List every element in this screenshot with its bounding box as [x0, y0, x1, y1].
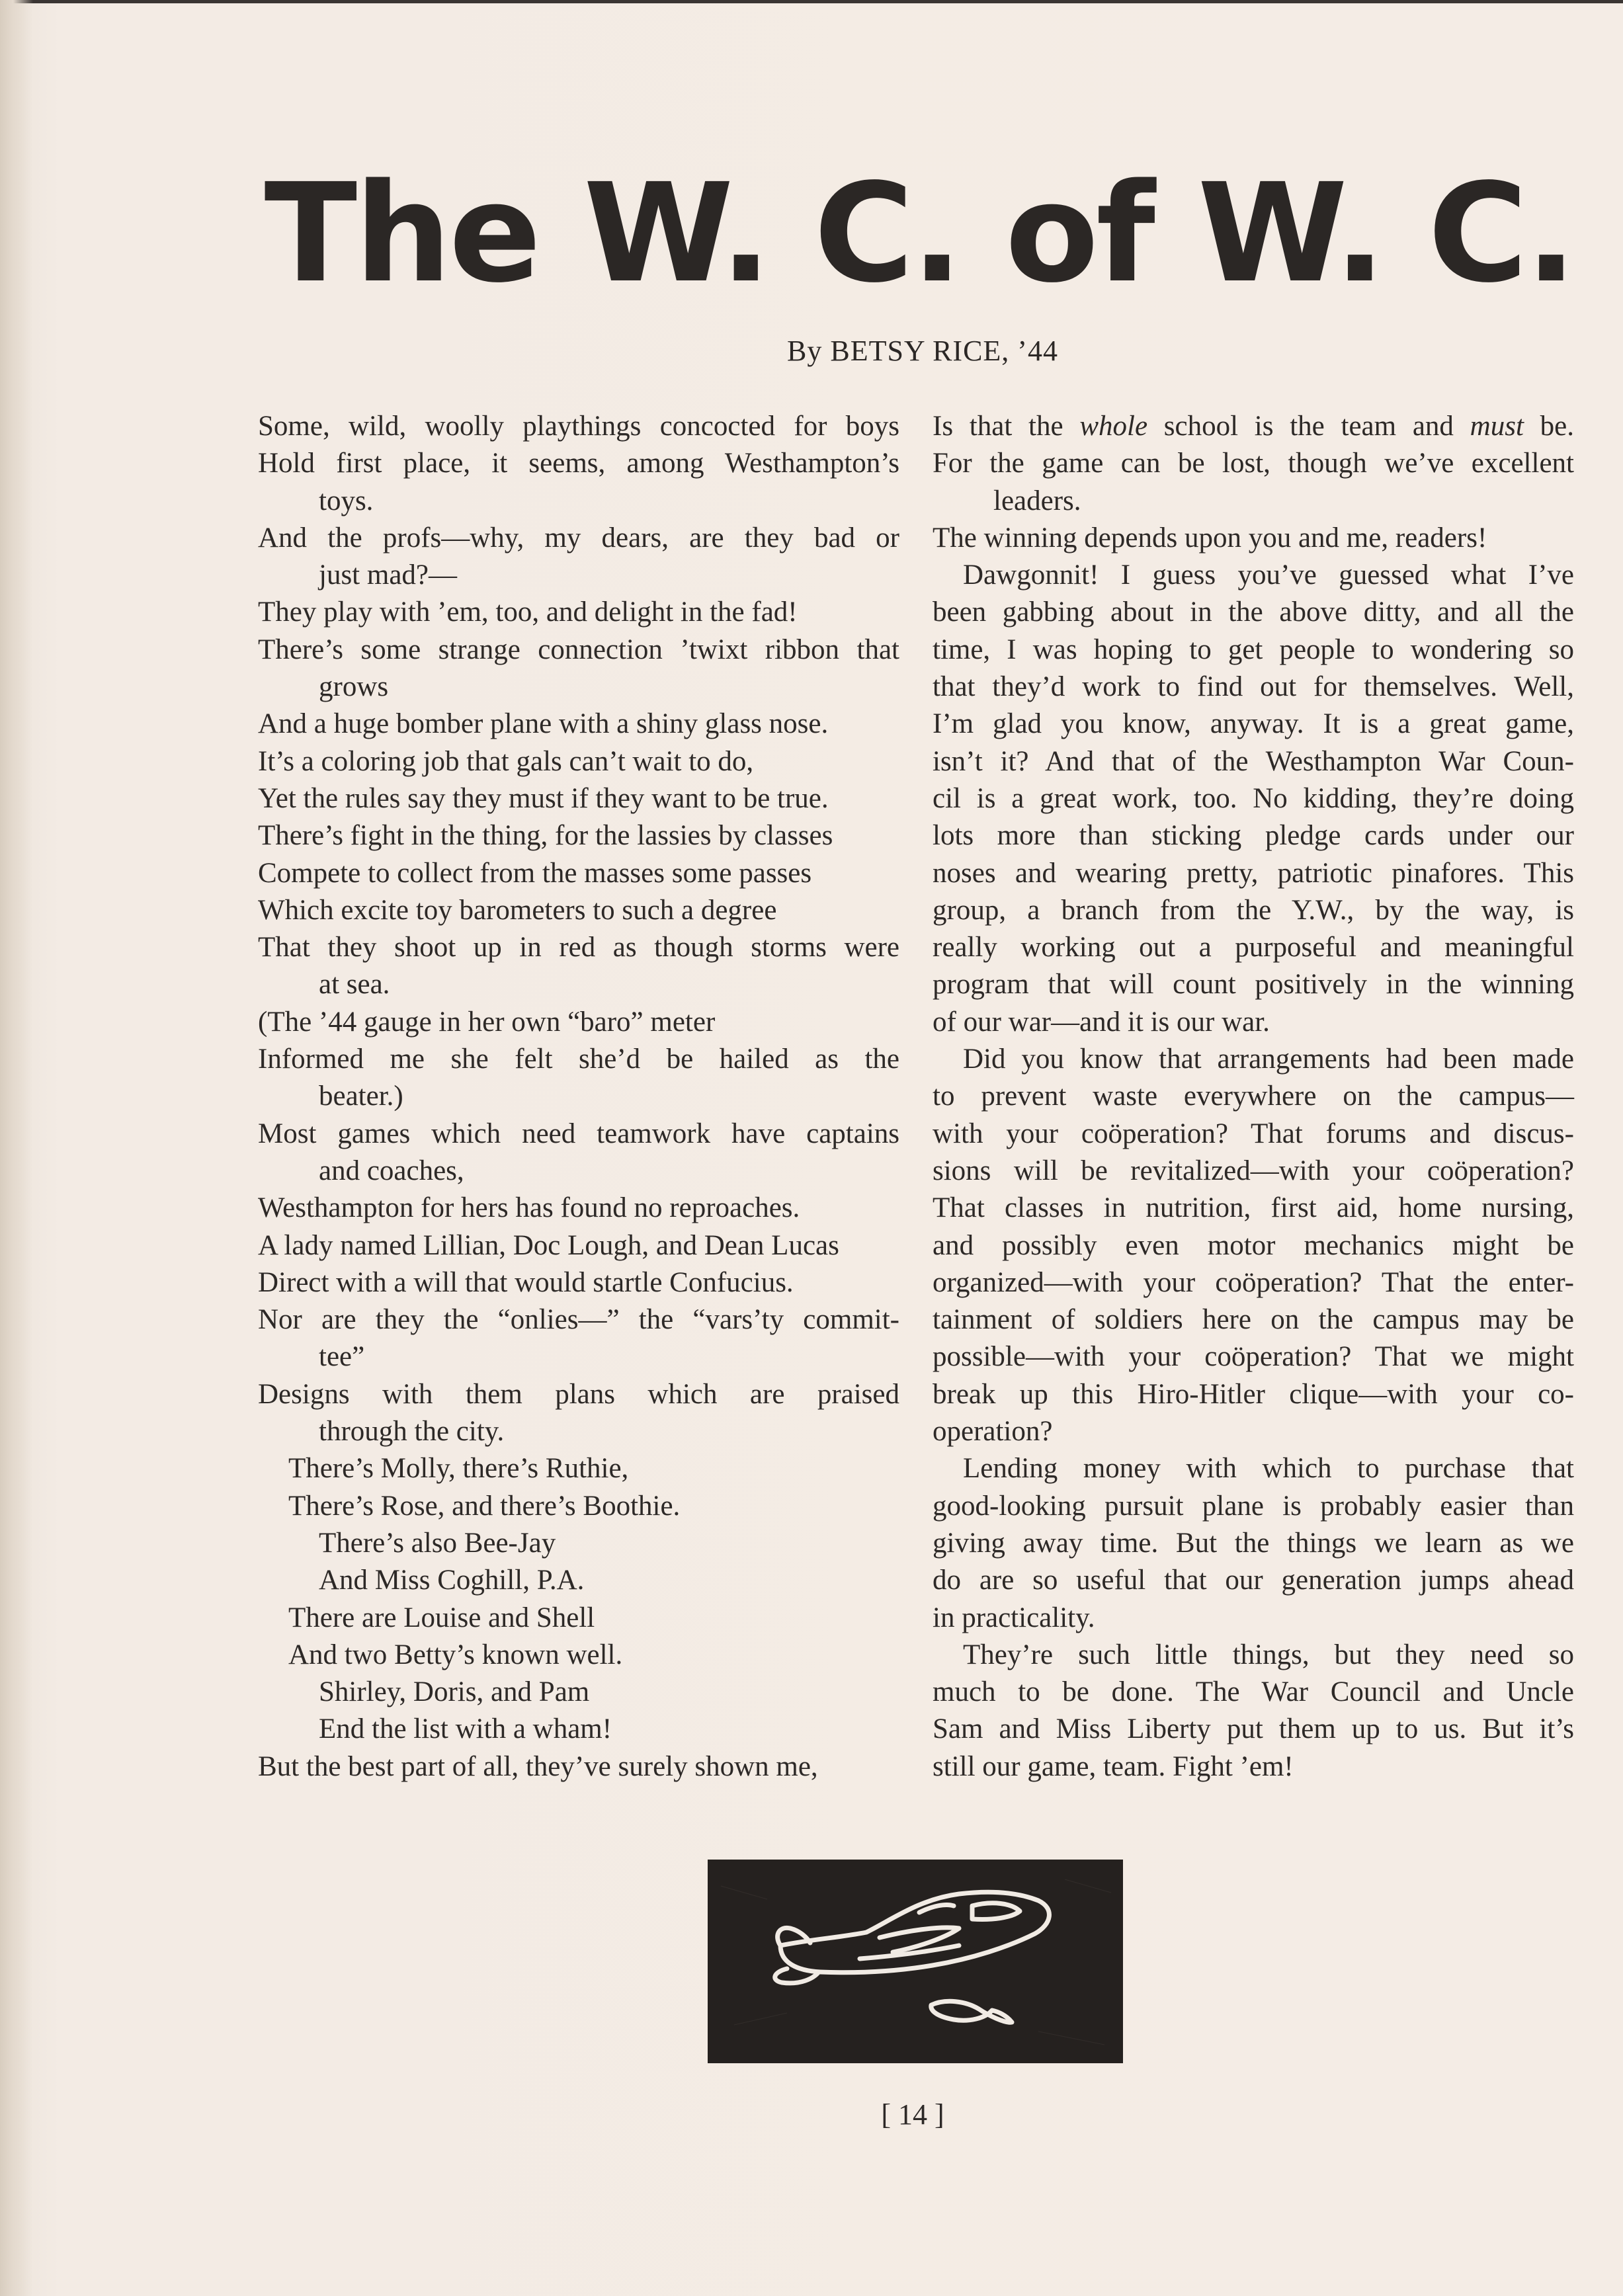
- prose-line: much to be done. The War Council and Uncle: [933, 1676, 1574, 1708]
- prose-line: Lending money with which to purchase that: [963, 1453, 1574, 1485]
- right-column-prose: [933, 408, 1574, 1785]
- prose-line: possible—with your coöperation? That we might: [933, 1341, 1574, 1373]
- poem-line: and coaches,: [319, 1155, 464, 1186]
- prose-line: still our game, team. Fight ’em!: [933, 1750, 1294, 1782]
- page-number: [ 14 ]: [881, 2098, 944, 2131]
- prose-line: That classes in nutrition, first aid, home nursing,: [933, 1192, 1574, 1224]
- text-run: Is that the: [933, 411, 1080, 442]
- poem-line: Most games which need teamwork have captains: [258, 1118, 899, 1149]
- prose-line: For the game can be lost, though we’ve excellent: [933, 448, 1574, 479]
- poem-line: There’s Molly, there’s Ruthie,: [288, 1453, 629, 1485]
- prose-line: leaders.: [993, 485, 1081, 516]
- prose-line: giving away time. But the things we learn as we: [933, 1527, 1574, 1559]
- prose-line: isn’t it? And that of the Westhampton War Coun-: [933, 745, 1574, 777]
- prose-line: with your coöperation? That forums and discus-: [933, 1118, 1574, 1149]
- poem-line: beater.): [319, 1081, 403, 1112]
- poem-line: But the best part of all, they’ve surely shown me,: [258, 1750, 818, 1782]
- prose-line: organized—with your coöperation? That the enter-: [933, 1266, 1574, 1298]
- poem-line: There’s some strange connection ’twixt ribbon that: [258, 634, 899, 665]
- prose-line: Did you know that arrangements had been made: [963, 1044, 1574, 1075]
- text-run: be.: [1523, 411, 1574, 442]
- poem-line: Hold first place, it seems, among Westhampton’s: [258, 448, 899, 479]
- prose-line: in practicality.: [933, 1602, 1095, 1633]
- prose-line: really working out a purposeful and meaningful: [933, 932, 1574, 964]
- text-run: school is the team and: [1147, 411, 1470, 442]
- poem-line: Nor are they the “onlies—” the “vars’ty commit-: [258, 1304, 899, 1336]
- poem-line: They play with ’em, too, and delight in the fad!: [258, 596, 798, 628]
- poem-line: grows: [319, 671, 389, 703]
- prose-line: Dawgonnit! I guess you’ve guessed what I’ve: [963, 559, 1574, 591]
- prose-line: been gabbing about in the above ditty, and all the: [933, 596, 1574, 628]
- poem-line: End the list with a wham!: [319, 1713, 612, 1745]
- article-title: The W. C. of W. C.: [264, 154, 1575, 313]
- airplane-woodcut-icon: [708, 1860, 1123, 2063]
- prose-line: sions will be revitalized—with your coöperation?: [933, 1155, 1574, 1186]
- poem-line: And Miss Coghill, P.A.: [319, 1565, 585, 1596]
- poem-line: Shirley, Doris, and Pam: [319, 1676, 590, 1708]
- poem-line: tee”: [319, 1341, 365, 1373]
- prose-line: I’m glad you know, anyway. It is a great game,: [933, 708, 1574, 740]
- prose-line: to prevent waste everywhere on the campus—: [933, 1081, 1574, 1112]
- prose-line: [933, 408, 1574, 445]
- poem-line: Some, wild, woolly playthings concocted for boys: [258, 411, 899, 442]
- prose-line: tainment of soldiers here on the campus may be: [933, 1304, 1574, 1336]
- prose-line: Sam and Miss Liberty put them up to us. But it’s: [933, 1713, 1574, 1745]
- poem-line: There’s also Bee-Jay: [319, 1527, 556, 1559]
- poem-line: And two Betty’s known well.: [288, 1639, 623, 1670]
- page-top-edge: [0, 0, 1623, 3]
- italic-emphasis: must: [1470, 411, 1524, 442]
- poem-line: through the city.: [319, 1416, 505, 1448]
- poem-line: A lady named Lillian, Doc Lough, and Dean Lucas: [258, 1229, 839, 1261]
- poem-line: Designs with them plans which are praised: [258, 1378, 899, 1410]
- poem-line: toys.: [319, 485, 374, 516]
- poem-line: Compete to collect from the masses some passes: [258, 857, 812, 889]
- poem-line: There’s Rose, and there’s Boothie.: [288, 1490, 681, 1522]
- prose-line: The winning depends upon you and me, readers!: [933, 522, 1487, 554]
- poem-line: Which excite toy barometers to such a degree: [258, 894, 777, 926]
- poem-line: And a huge bomber plane with a shiny glass nose.: [258, 708, 829, 740]
- prose-line: good-looking pursuit plane is probably easier than: [933, 1490, 1574, 1522]
- prose-line: of our war—and it is our war.: [933, 1006, 1270, 1038]
- prose-line: that they’d work to find out for themselves. Well,: [933, 671, 1574, 703]
- prose-line: break up this Hiro-Hitler clique—with your co-: [933, 1378, 1574, 1410]
- poem-line: at sea.: [319, 969, 390, 1001]
- prose-line: noses and wearing pretty, patriotic pinafores. This: [933, 857, 1574, 889]
- poem-line: Westhampton for hers has found no reproaches.: [258, 1192, 800, 1224]
- prose-line: time, I was hoping to get people to wondering so: [933, 634, 1574, 665]
- poem-line: (The ’44 gauge in her own “baro” meter: [258, 1006, 716, 1038]
- airplane-woodcut-illustration: [708, 1860, 1123, 2063]
- poem-line: Yet the rules say they must if they want to be true.: [258, 782, 829, 814]
- article-byline: By BETSY RICE, ’44: [787, 335, 1058, 367]
- poem-line: There’s fight in the thing, for the lassies by classes: [258, 820, 833, 852]
- poem-line: Direct with a will that would startle Confucius.: [258, 1266, 794, 1298]
- prose-line: lots more than sticking pledge cards under our: [933, 820, 1574, 852]
- prose-line: cil is a great work, too. No kidding, they’re doing: [933, 782, 1574, 814]
- poem-line: There are Louise and Shell: [288, 1602, 595, 1633]
- poem-line: Informed me she felt she’d be hailed as the: [258, 1044, 899, 1075]
- poem-line: And the profs—why, my dears, are they bad or: [258, 522, 899, 554]
- prose-line: group, a branch from the Y.W., by the way, is: [933, 894, 1574, 926]
- poem-line: just mad?—: [319, 559, 457, 591]
- prose-line: and possibly even motor mechanics might be: [933, 1229, 1574, 1261]
- poem-line: That they shoot up in red as though storms were: [258, 932, 899, 964]
- prose-line: They’re such little things, but they need so: [963, 1639, 1574, 1670]
- prose-line: do are so useful that our generation jumps ahead: [933, 1565, 1574, 1596]
- left-column-poem: [258, 408, 899, 1785]
- prose-line: operation?: [933, 1416, 1053, 1448]
- prose-line: program that will count positively in the winning: [933, 969, 1574, 1001]
- italic-emphasis: whole: [1079, 411, 1148, 442]
- poem-line: It’s a coloring job that gals can’t wait to do,: [258, 745, 754, 777]
